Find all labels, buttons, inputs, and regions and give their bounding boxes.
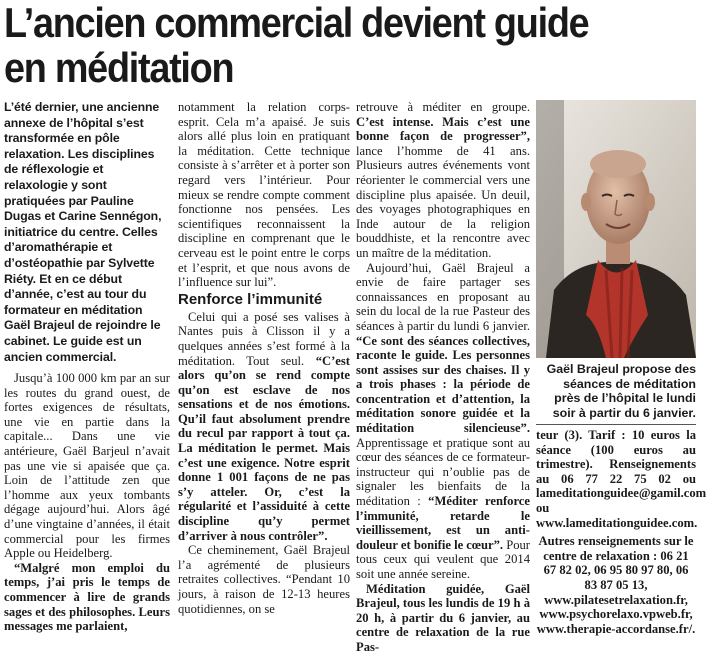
col3-p1-bold: C’est intense. Mais c’est une bonne façon de progresser”, xyxy=(356,114,530,144)
col3-p2-tail: Apprentissage et pratique sont au cœur des séances de ce formateur-instructeur qui n’oublie pas de signaler les bienfaits de la méditation : xyxy=(356,435,530,509)
col3-p2-bold: “Ce sont des séances collectives, raconte le guide. Les personnes sont assises sur des chaises. Il y a trois phases : la période de concentration et d’attention, la méditation sonore guidée et la méditation silencieuse”. xyxy=(356,333,530,436)
col2-paragraph-2 xyxy=(178,310,350,544)
subhead-immunite: Renforce l’immunité xyxy=(178,290,323,308)
headline-line-1: L’ancien commercial devient guide xyxy=(4,0,589,46)
col2-paragraph-1: notamment la relation corps-esprit. Cela m’a apaisé. Je suis alors allé plus loin en pratiquant la méditation. Cette technique consiste à s’arrêter et à porter son regard vers l’intérieur. Pour mieux se rendre compte comment fonctionne nos pensées. Les scientifiques reconnaissent la discipline en comprenant que le cerveau est le point entre le corps et l’esprit, et que nous avons de l’influence sur lui”. xyxy=(178,100,350,290)
col3-p1-plain-a: retrouve à méditer en groupe. xyxy=(356,100,530,114)
col3-p2-end: Pour tous ceux qui veulent que 2014 soit une année sereine. xyxy=(356,537,530,581)
col2-paragraph-3: Ce cheminement, Gaël Brajeul l’a agrémenté de plusieurs retraites collectives. “Pendant 10 jours, à raison de 12-13 heures quotidiennes, on se xyxy=(178,543,350,616)
column-4 xyxy=(536,428,706,636)
headline-line-2: en méditation xyxy=(4,44,234,91)
portrait-illustration xyxy=(536,100,696,358)
column-2 xyxy=(178,100,350,616)
col3-paragraph-1 xyxy=(356,100,530,261)
column-3 xyxy=(356,100,530,654)
col3-p1-plain-b: lance l’homme de 41 ans. Plusieurs autres événements vont réorienter le commercial vers une discipline plus apaisée. Un deuil, des voyages photographiques en Inde autour de la religion bouddhiste, et la rencontre avec un maître de la méditation. xyxy=(356,143,530,260)
col4-pricing-info: teur (3). Tarif : 10 euros la séance (100 euros au trimestre). Renseignements au 06 77 22 75 02 ou lameditationguidee@gamil.com ou www.lameditationguidee.com. xyxy=(536,428,706,530)
col1-paragraph-1: Jusqu’à 100 000 km par an sur les routes du grand ouest, de fortes exigences de résultats, une vie en partie dans la capitale... Dans une vie antérieure, Gaël Barjeul n’avait pas une vie si apaisée que ça. Loin de l’attitude zen que l’homme aux yeux tombants dégage aujourd’hui. Alors âgé d’une vingtaine d’années, il était commercial pour les firmes Apple ou Heidelberg. xyxy=(4,371,170,561)
col1-quote: “Malgré mon emploi du temps, j’ai pris le temps de commencer à lire de grands sages et des philosophes. Leurs messages me parlaient, xyxy=(4,560,170,634)
col2-p2-bold: “C’est alors qu’on se rend compte qu’on est esclave de nos sensations et de nos émotions. Qu’il faut absolument prendre du recul par rapport à tout ça. La méditation le permet. Mais c’est une exigence. Notre esprit donne 1 001 façons de ne pas s’y atteler. Or, c’est la régularité et l’assiduité à cette discipline qu’y permet d’arriver à nous contrôler”. xyxy=(178,353,350,543)
lead-text: L’été dernier, une ancienne annexe de l’hôpital s’est transformée en pôle relaxation. Les disciplines de réflexologie et relaxologie y sont pratiquées par Pauline Dugas et Carine Sennégon, initiatrice du centre. Celles d’aromathérapie et d’ostéopathie par Sylvette Riéty. Et en ce début d’année, c’est au tour du formateur en méditation Gaël Brajeul de rejoindre le cabinet. Le guide est un ancien commercial. xyxy=(4,100,162,364)
photo-caption: Gaël Brajeul propose des séances de méditation près de l’hôpital le lundi soir à partir du 6 janvier. xyxy=(546,362,696,420)
col3-practical-info: Méditation guidée, Gaël Brajeul, tous les lundis de 19 h à 20 h, à partir du 6 janvier, au centre de relaxation de la rue Pas- xyxy=(356,581,530,654)
col3-p2-plain: Aujourd’hui, Gaël Brajeul a envie de faire partager ses connaissances en proposant au sein du local de la rue Pasteur des séances à partir du lundi 6 janvier. xyxy=(356,260,530,333)
headline xyxy=(4,0,697,90)
caption-divider xyxy=(536,424,696,425)
col2-p2-plain: Celui qui a posé ses valises à Nantes puis à Clisson il y a quelques années s’est formé à la méditation. Tout seul. xyxy=(178,309,350,368)
lead-paragraph xyxy=(4,100,170,365)
portrait-photo xyxy=(536,100,696,358)
col3-paragraph-2 xyxy=(356,261,530,582)
col3-p2-bold2: “Méditer renforce l’immunité, retarde le vieillissement, est un anti-douleur et bonifie le cœur”. xyxy=(356,494,530,552)
col4-other-contacts: Autres renseignements sur le centre de relaxation : 06 21 67 82 02, 06 95 80 97 80, 06 83 87 05 13, www.pilatesetrelaxation.fr, www.psychorelaxo.vpweb.fr, www.therapie-accordanse.fr/. xyxy=(536,534,696,636)
column-1 xyxy=(4,100,170,634)
